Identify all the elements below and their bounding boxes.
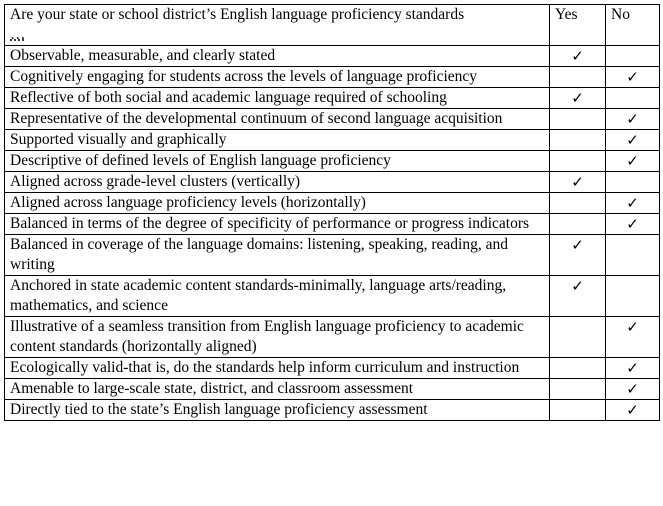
row-criterion: Directly tied to the state’s English language proficiency assessment: [5, 400, 550, 421]
yes-check-cell: [550, 130, 606, 151]
table-row: [5, 235, 660, 276]
table-row: [5, 67, 660, 88]
no-check-cell: ✓: [606, 358, 660, 379]
row-criterion: Supported visually and graphically: [5, 130, 550, 151]
no-check-cell: ✓: [606, 67, 660, 88]
standards-checklist-table: [4, 4, 660, 421]
table-row: [5, 109, 660, 130]
header-yes: Yes: [550, 5, 606, 46]
row-criterion: Balanced in terms of the degree of specificity of performance or progress indicators: [5, 214, 550, 235]
no-check-cell: ✓: [606, 400, 660, 421]
row-criterion: Illustrative of a seamless transition from English language proficiency to academic content standards (horizontally aligned): [5, 317, 550, 358]
yes-check-cell: [550, 379, 606, 400]
table-row: [5, 214, 660, 235]
header-no: No: [606, 5, 660, 46]
no-check-cell: ✓: [606, 317, 660, 358]
table-row: [5, 379, 660, 400]
no-check-cell: ✓: [606, 193, 660, 214]
yes-check-cell: [550, 151, 606, 172]
no-check-cell: ✓: [606, 379, 660, 400]
row-criterion: Observable, measurable, and clearly stated: [5, 46, 550, 67]
yes-check-cell: [550, 67, 606, 88]
no-check-cell: ✓: [606, 214, 660, 235]
table-row: [5, 172, 660, 193]
row-criterion: Representative of the developmental continuum of second language acquisition: [5, 109, 550, 130]
no-check-cell: [606, 88, 660, 109]
header-question-text: Are your state or school district’s English language proficiency standards: [10, 6, 465, 23]
table-row: [5, 130, 660, 151]
yes-check-cell: [550, 317, 606, 358]
table-row: [5, 400, 660, 421]
no-check-cell: [606, 46, 660, 67]
row-criterion: Anchored in state academic content standards-minimally, language arts/reading, mathematics, and science: [5, 276, 550, 317]
yes-check-cell: [550, 214, 606, 235]
yes-check-cell: [550, 109, 606, 130]
row-criterion: Descriptive of defined levels of English language proficiency: [5, 151, 550, 172]
row-criterion: Ecologically valid-that is, do the standards help inform curriculum and instruction: [5, 358, 550, 379]
header-row: [5, 5, 660, 46]
table-row: [5, 88, 660, 109]
no-check-cell: ✓: [606, 151, 660, 172]
row-criterion: Aligned across language proficiency levels (horizontally): [5, 193, 550, 214]
row-criterion: Cognitively engaging for students across the levels of language proficiency: [5, 67, 550, 88]
yes-check-cell: [550, 193, 606, 214]
row-criterion: Amenable to large-scale state, district, and classroom assessment: [5, 379, 550, 400]
no-check-cell: ✓: [606, 109, 660, 130]
no-check-cell: [606, 172, 660, 193]
yes-check-cell: ✓: [550, 172, 606, 193]
yes-check-cell: [550, 358, 606, 379]
no-check-cell: ✓: [606, 130, 660, 151]
row-criterion: Reflective of both social and academic language required of schooling: [5, 88, 550, 109]
header-ellipsis: …: [10, 26, 26, 43]
table-row: [5, 317, 660, 358]
yes-check-cell: [550, 400, 606, 421]
row-criterion: Balanced in coverage of the language domains: listening, speaking, reading, and writing: [5, 235, 550, 276]
no-check-cell: [606, 235, 660, 276]
yes-check-cell: ✓: [550, 235, 606, 276]
table-row: [5, 46, 660, 67]
no-check-cell: [606, 276, 660, 317]
table-row: [5, 151, 660, 172]
table-row: [5, 358, 660, 379]
table-row: [5, 276, 660, 317]
yes-check-cell: ✓: [550, 276, 606, 317]
table-row: [5, 193, 660, 214]
header-question: [5, 5, 550, 46]
yes-check-cell: ✓: [550, 46, 606, 67]
row-criterion: Aligned across grade-level clusters (vertically): [5, 172, 550, 193]
yes-check-cell: ✓: [550, 88, 606, 109]
